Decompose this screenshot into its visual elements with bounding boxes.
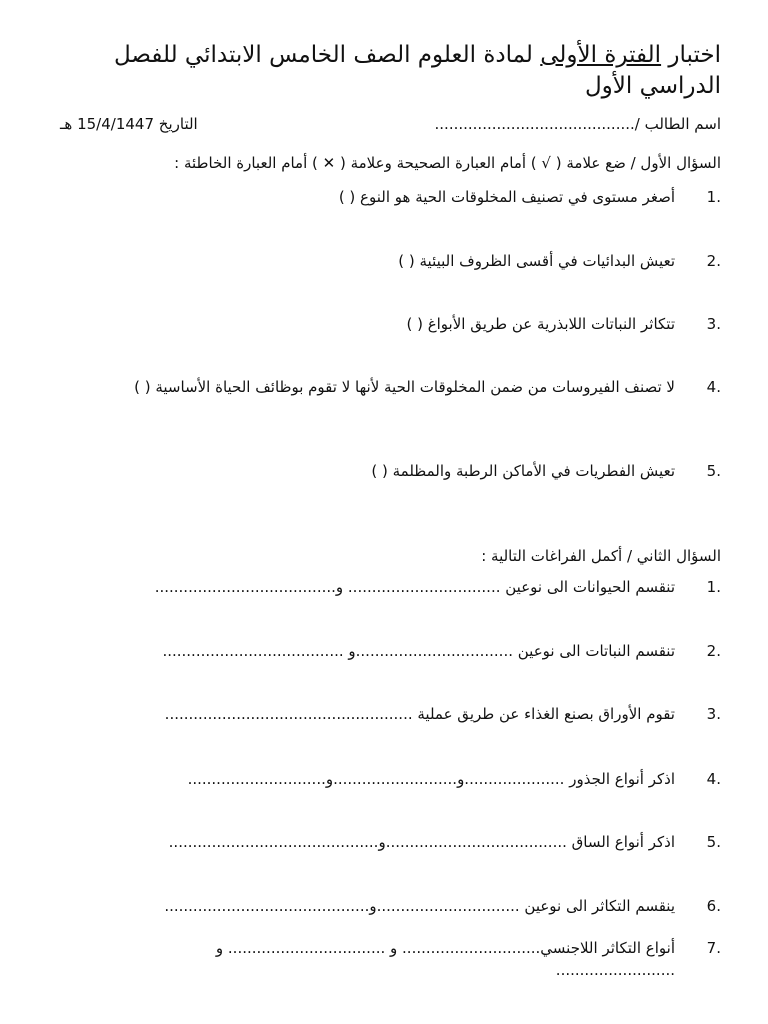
item-text: ينقسم التكاثر الى نوعين ..............................و...........................................	[164, 897, 675, 915]
question-1-heading: السؤال الأول / ضع علامة ( √ ) أمام العبارة الصحيحة وعلامة ( ✕ ) أمام العبارة الخاطئة :	[174, 154, 721, 172]
item-text: اذكر أنواع الجذور .....................و..........................و.............................	[187, 770, 675, 788]
item-number: .3	[706, 705, 721, 723]
item-number: .3	[706, 315, 721, 333]
title-suffix: لمادة العلوم الصف الخامس الابتدائي للفصل الدراسي الأول	[113, 42, 721, 99]
item-number: .2	[706, 642, 721, 660]
title-prefix: اختبار	[661, 42, 721, 68]
item-text: أنواع التكاثر اللاجنسي............................. و ................................. و .........................	[215, 939, 675, 979]
item-text: تنقسم الحيوانات الى نوعين ................................ و......................................	[154, 578, 675, 596]
item-number: .1	[706, 188, 721, 206]
question-2-heading: السؤال الثاني / أكمل الفراغات التالية :	[481, 547, 721, 565]
item-number: .4	[706, 770, 721, 788]
item-text: تقوم الأوراق بصنع الغذاء عن طريق عملية ....................................................	[164, 705, 675, 723]
item-text: تعيش الفطريات في الأماكن الرطبة والمظلمة ( )	[371, 462, 675, 480]
student-name-field: اسم الطالب /..........................................	[434, 115, 721, 133]
item-number: .7	[706, 939, 721, 957]
item-text: اذكر أنواع الساق ......................................و............................................	[168, 833, 675, 851]
item-text: أصغر مستوى في تصنيف المخلوقات الحية هو النوع ( )	[338, 188, 675, 206]
title-underlined: الفترة الأولى	[540, 42, 662, 68]
item-number: .5	[706, 833, 721, 851]
item-text: تتكاثر النباتات اللابذرية عن طريق الأبواغ ( )	[406, 315, 675, 333]
exam-date: التاريخ 15/4/1447 هـ	[60, 115, 198, 133]
item-text: تعيش البدائيات في أقسى الظروف البيئية ( )	[398, 252, 675, 270]
item-number: .1	[706, 578, 721, 596]
item-text: تنقسم النباتات الى نوعين .................................و ......................................	[162, 642, 675, 660]
item-number: .5	[706, 462, 721, 480]
item-number: .2	[706, 252, 721, 270]
page-title	[41, 40, 721, 102]
item-number: .6	[706, 897, 721, 915]
item-text: لا تصنف الفيروسات من ضمن المخلوقات الحية لأنها لا تقوم بوظائف الحياة الأساسية ( )	[134, 378, 675, 396]
item-number: .4	[706, 378, 721, 396]
